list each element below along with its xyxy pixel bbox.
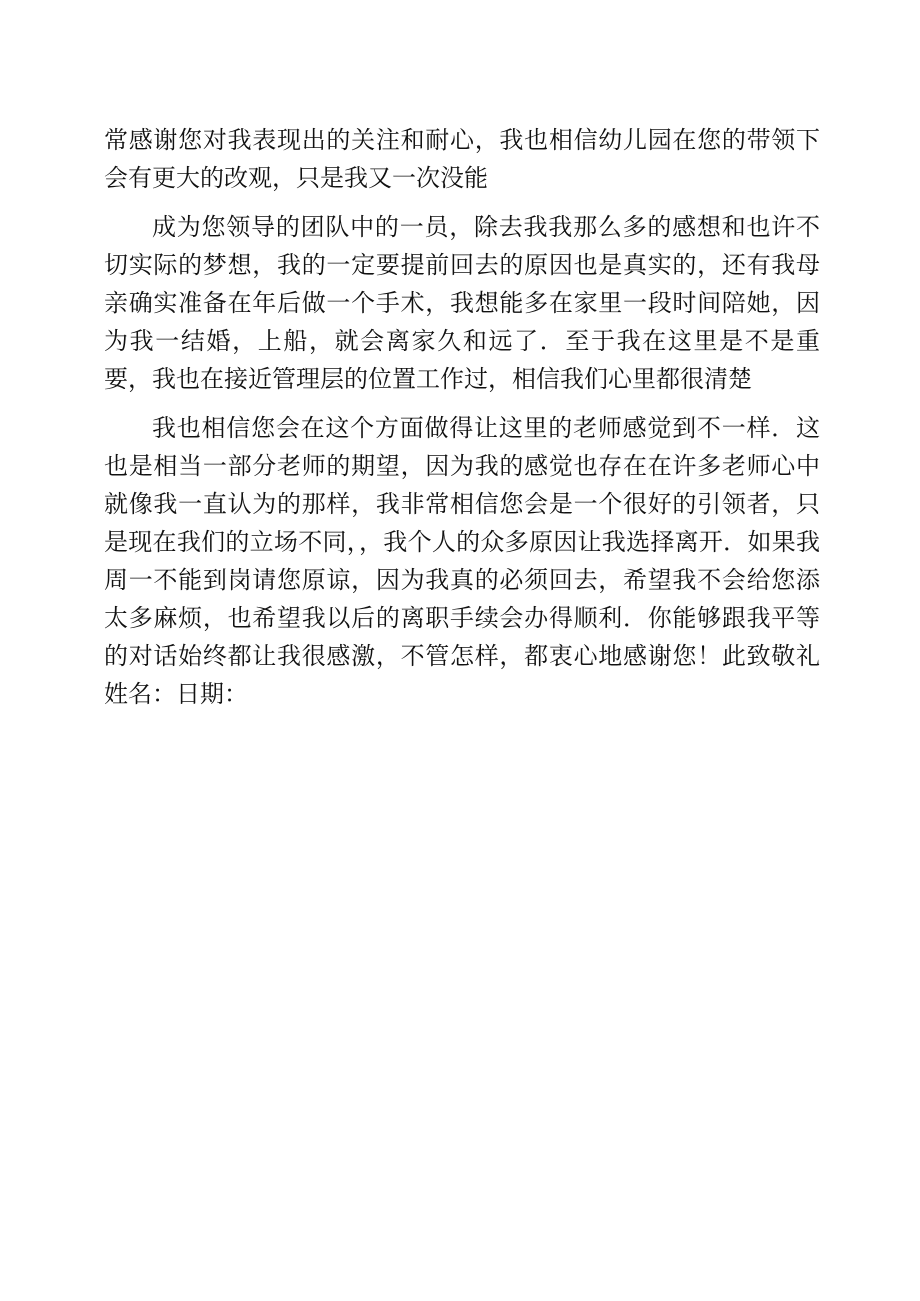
paragraph-1: 常感谢您对我表现出的关注和耐心，我也相信幼儿园在您的带领下会有更大的改观，只是我又一次没能 <box>104 126 820 192</box>
paragraph-2: 成为您领导的团队中的一员，除去我我那么多的感想和也许不切实际的梦想，我的一定要提前回去的原因也是真实的，还有我母亲确实准备在年后做一个手术，我想能多在家里一段时间陪她，因为我一结婚，上船，就会离家久和远了．至于我在这里是不是重要，我也在接近管理层的位置工作过，相信我们心里都很清楚 <box>104 213 820 393</box>
letter-body <box>104 121 820 724</box>
paragraph-3: 我也相信您会在这个方面做得让这里的老师感觉到不一样．这也是相当一部分老师的期望，因为我的感觉也存在在许多老师心中就像我一直认为的那样，我非常相信您会是一个很好的引领者，只是现在我们的立场不同，，我个人的众多原因让我选择离开．如果我周一不能到岗请您原谅，因为我真的必须回去，希望我不会给您添太多麻烦，也希望我以后的离职手续会办得顺利．你能够跟我平等的对话始终都让我很感激，不管怎样，都衷心地感谢您！此致敬礼姓名：日期： <box>104 414 820 708</box>
